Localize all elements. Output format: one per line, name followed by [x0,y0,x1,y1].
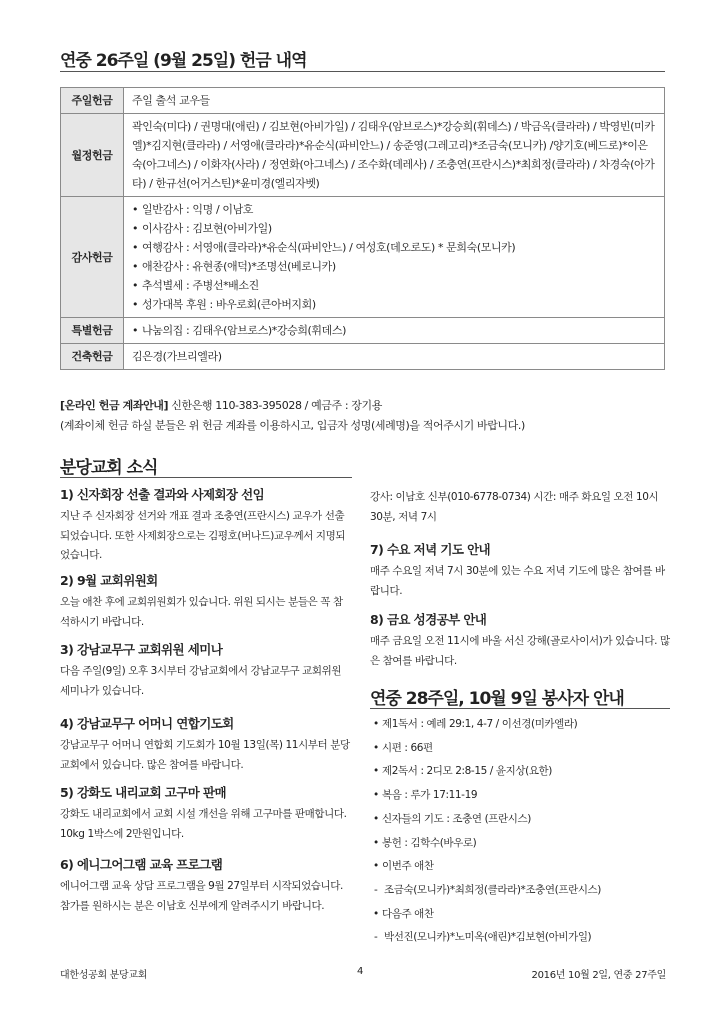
list-item: • 일반감사 : 익명 / 이남호 [132,200,656,219]
row-content-building: 김은경(가브리엘라) [124,344,665,370]
news-item-body: 매주 수요일 저녁 7시 30분에 있는 수요 저녁 기도에 많은 참여를 바랍니다. [370,565,665,597]
footer-date: 2016년 10월 2일, 연중 27주일 [531,970,666,981]
offering-title-rule [60,71,665,72]
volunteers-list [370,713,670,950]
list-item: • 다음주 애찬 [370,903,670,927]
news-item-title: 8) 금요 성경공부 안내 [370,612,487,627]
news-item-body: 다음 주일(9일) 오후 3시부터 강남교회에서 강남교무구 교회위원 세미나가 있습니다. [60,665,342,697]
offering-title: 연중 26주일 (9월 25일) 헌금 내역 [60,51,307,71]
list-item: - 박선진(모니카)*노미옥(애린)*김보현(아비가일) [370,926,670,950]
row-label-building: 건축헌금 [61,344,124,370]
list-item: • 봉헌 : 김학수(바우로) [370,832,670,856]
offering-table [60,87,665,370]
table-row [61,197,665,318]
row-label-special: 특별헌금 [61,318,124,344]
list-item: - 조금숙(모니카)*최희정(클라라)*조충연(프란시스) [370,879,670,903]
news-item-1 [60,485,352,566]
news-item-body: 에니어그램 교육 상담 프로그램을 9월 27일부터 시작되었습니다. 참가를 원하시는 분은 이남호 신부에게 알려주시기 바랍니다. [60,880,343,912]
row-label-monthly: 월정헌금 [61,114,124,197]
news-item-title: 6) 에니그어그램 교육 프로그램 [60,857,223,872]
table-row [61,318,665,344]
list-item: • 추석별세 : 주병선*배소진 [132,276,656,295]
table-row [61,344,665,370]
online-account-note [60,396,382,416]
news-item-body: 강남교무구 어머니 연합회 기도회가 10월 13일(목) 11시부터 분당교회에서 있습니다. 많은 참여를 바랍니다. [60,739,350,771]
row-label-sunday: 주일헌금 [61,88,124,114]
volunteers-title-rule [370,708,670,709]
news-item-body: 강사: 이남호 신부(010-6778-0734) 시간: 매주 화요일 오전 10시 30분, 저녁 7시 [370,491,659,523]
row-content-special [124,318,665,344]
row-content-sunday: 주일 출석 교우들 [124,88,665,114]
list-item: • 시편 : 66편 [370,737,670,761]
list-item: • 애찬감사 : 유현종(애덕)*조명선(베로니카) [132,257,656,276]
news-item-title: 1) 신자회장 선출 결과와 사제회장 선임 [60,487,265,502]
news-item-body: 지난 주 신자회장 선거와 개표 결과 조충연(프란시스) 교우가 선출되었습니다. 또한 사제회장으로는 김평호(버나드)교우께서 지명되었습니다. [60,510,346,561]
news-item-3 [60,640,352,701]
list-item: • 복음 : 루가 17:11-19 [370,784,670,808]
online-account-label: [온라인 헌금 계좌안내] [60,399,169,412]
news-item-body: 오늘 애찬 후에 교회위원회가 있습니다. 위원 되시는 분들은 꼭 참석하시기 바랍니다. [60,596,343,628]
news-item-6-continued [370,488,670,527]
list-item: • 신자들의 기도 : 조충연 (프란시스) [370,808,670,832]
news-item-body: 매주 금요일 오전 11시에 바울 서신 강해(골로사이서)가 있습니다. 많은 참여를 바랍니다. [370,635,670,667]
row-content-monthly: 곽인숙(미다) / 권명대(애린) / 김보현(아비가일) / 김태우(암브로스)*강승희(휘데스) / 박금옥(클라라) / 박영빈(미카엘)*김지현(클라라) / 서영애(클라라)*유순식(파비안느) / 송준영(그레고리)*조금숙(모니카) /양기호(베드로)*이은숙(아그네스) / 이화자(사라) / 정연화(아그네스) / 조수화(데레사) / 조충연(프란시스)*최희정(클라라) / 차경숙(아가타) / 한규선(어거스틴)*윤미경(엘리자벳) [124,114,665,197]
row-content-thanks [124,197,665,318]
list-item: • 제1독서 : 예레 29:1, 4-7 / 이선경(미카엘라) [370,713,670,737]
footer-church-name: 대한성공회 분당교회 [60,970,148,981]
list-item: • 이사감사 : 김보현(아비가일) [132,219,656,238]
news-title: 분당교회 소식 [60,458,158,478]
list-item: • 나눔의집 : 김태우(암브로스)*강승희(휘데스) [132,321,656,340]
news-item-title: 3) 강남교무구 교회위원 세미나 [60,642,223,657]
volunteers-title: 연중 28주일, 10월 9일 봉사자 안내 [370,689,624,709]
news-item-title: 4) 강남교무구 어머니 연합기도회 [60,716,234,731]
news-item-5 [60,783,352,844]
news-title-rule [60,477,352,478]
news-item-4 [60,714,352,775]
news-item-title: 7) 수요 저녁 기도 안내 [370,542,491,557]
news-item-title: 2) 9월 교회위원회 [60,573,158,588]
list-item: • 이번주 애찬 [370,855,670,879]
news-item-6 [60,855,352,916]
list-item: • 성가대복 후원 : 바우로회(큰아버지회) [132,295,656,314]
news-item-body: 강화도 내리교회에서 교회 시설 개선을 위해 고구마를 판매합니다. 10kg 1박스에 2만원입니다. [60,808,347,840]
table-row [61,114,665,197]
list-item: • 여행감사 : 서영애(클라라)*유순식(파비안느) / 여성호(데오로도) * 문희숙(모니카) [132,238,656,257]
table-row [61,88,665,114]
news-item-7 [370,540,670,601]
news-item-title: 5) 강화도 내리교회 고구마 판매 [60,785,226,800]
transfer-note: (계좌이체 헌금 하실 분들은 위 헌금 계좌를 이용하시고, 입금자 성명(세례명)을 적어주시기 바랍니다.) [60,419,525,432]
page-number: 4 [357,966,364,977]
news-item-2 [60,571,352,632]
online-account-text: 신한은행 110-383-395028 / 예금주 : 장기용 [168,399,382,412]
news-item-8 [370,610,670,671]
list-item: • 제2독서 : 2디모 2:8-15 / 윤지상(요한) [370,760,670,784]
row-label-thanks: 감사헌금 [61,197,124,318]
